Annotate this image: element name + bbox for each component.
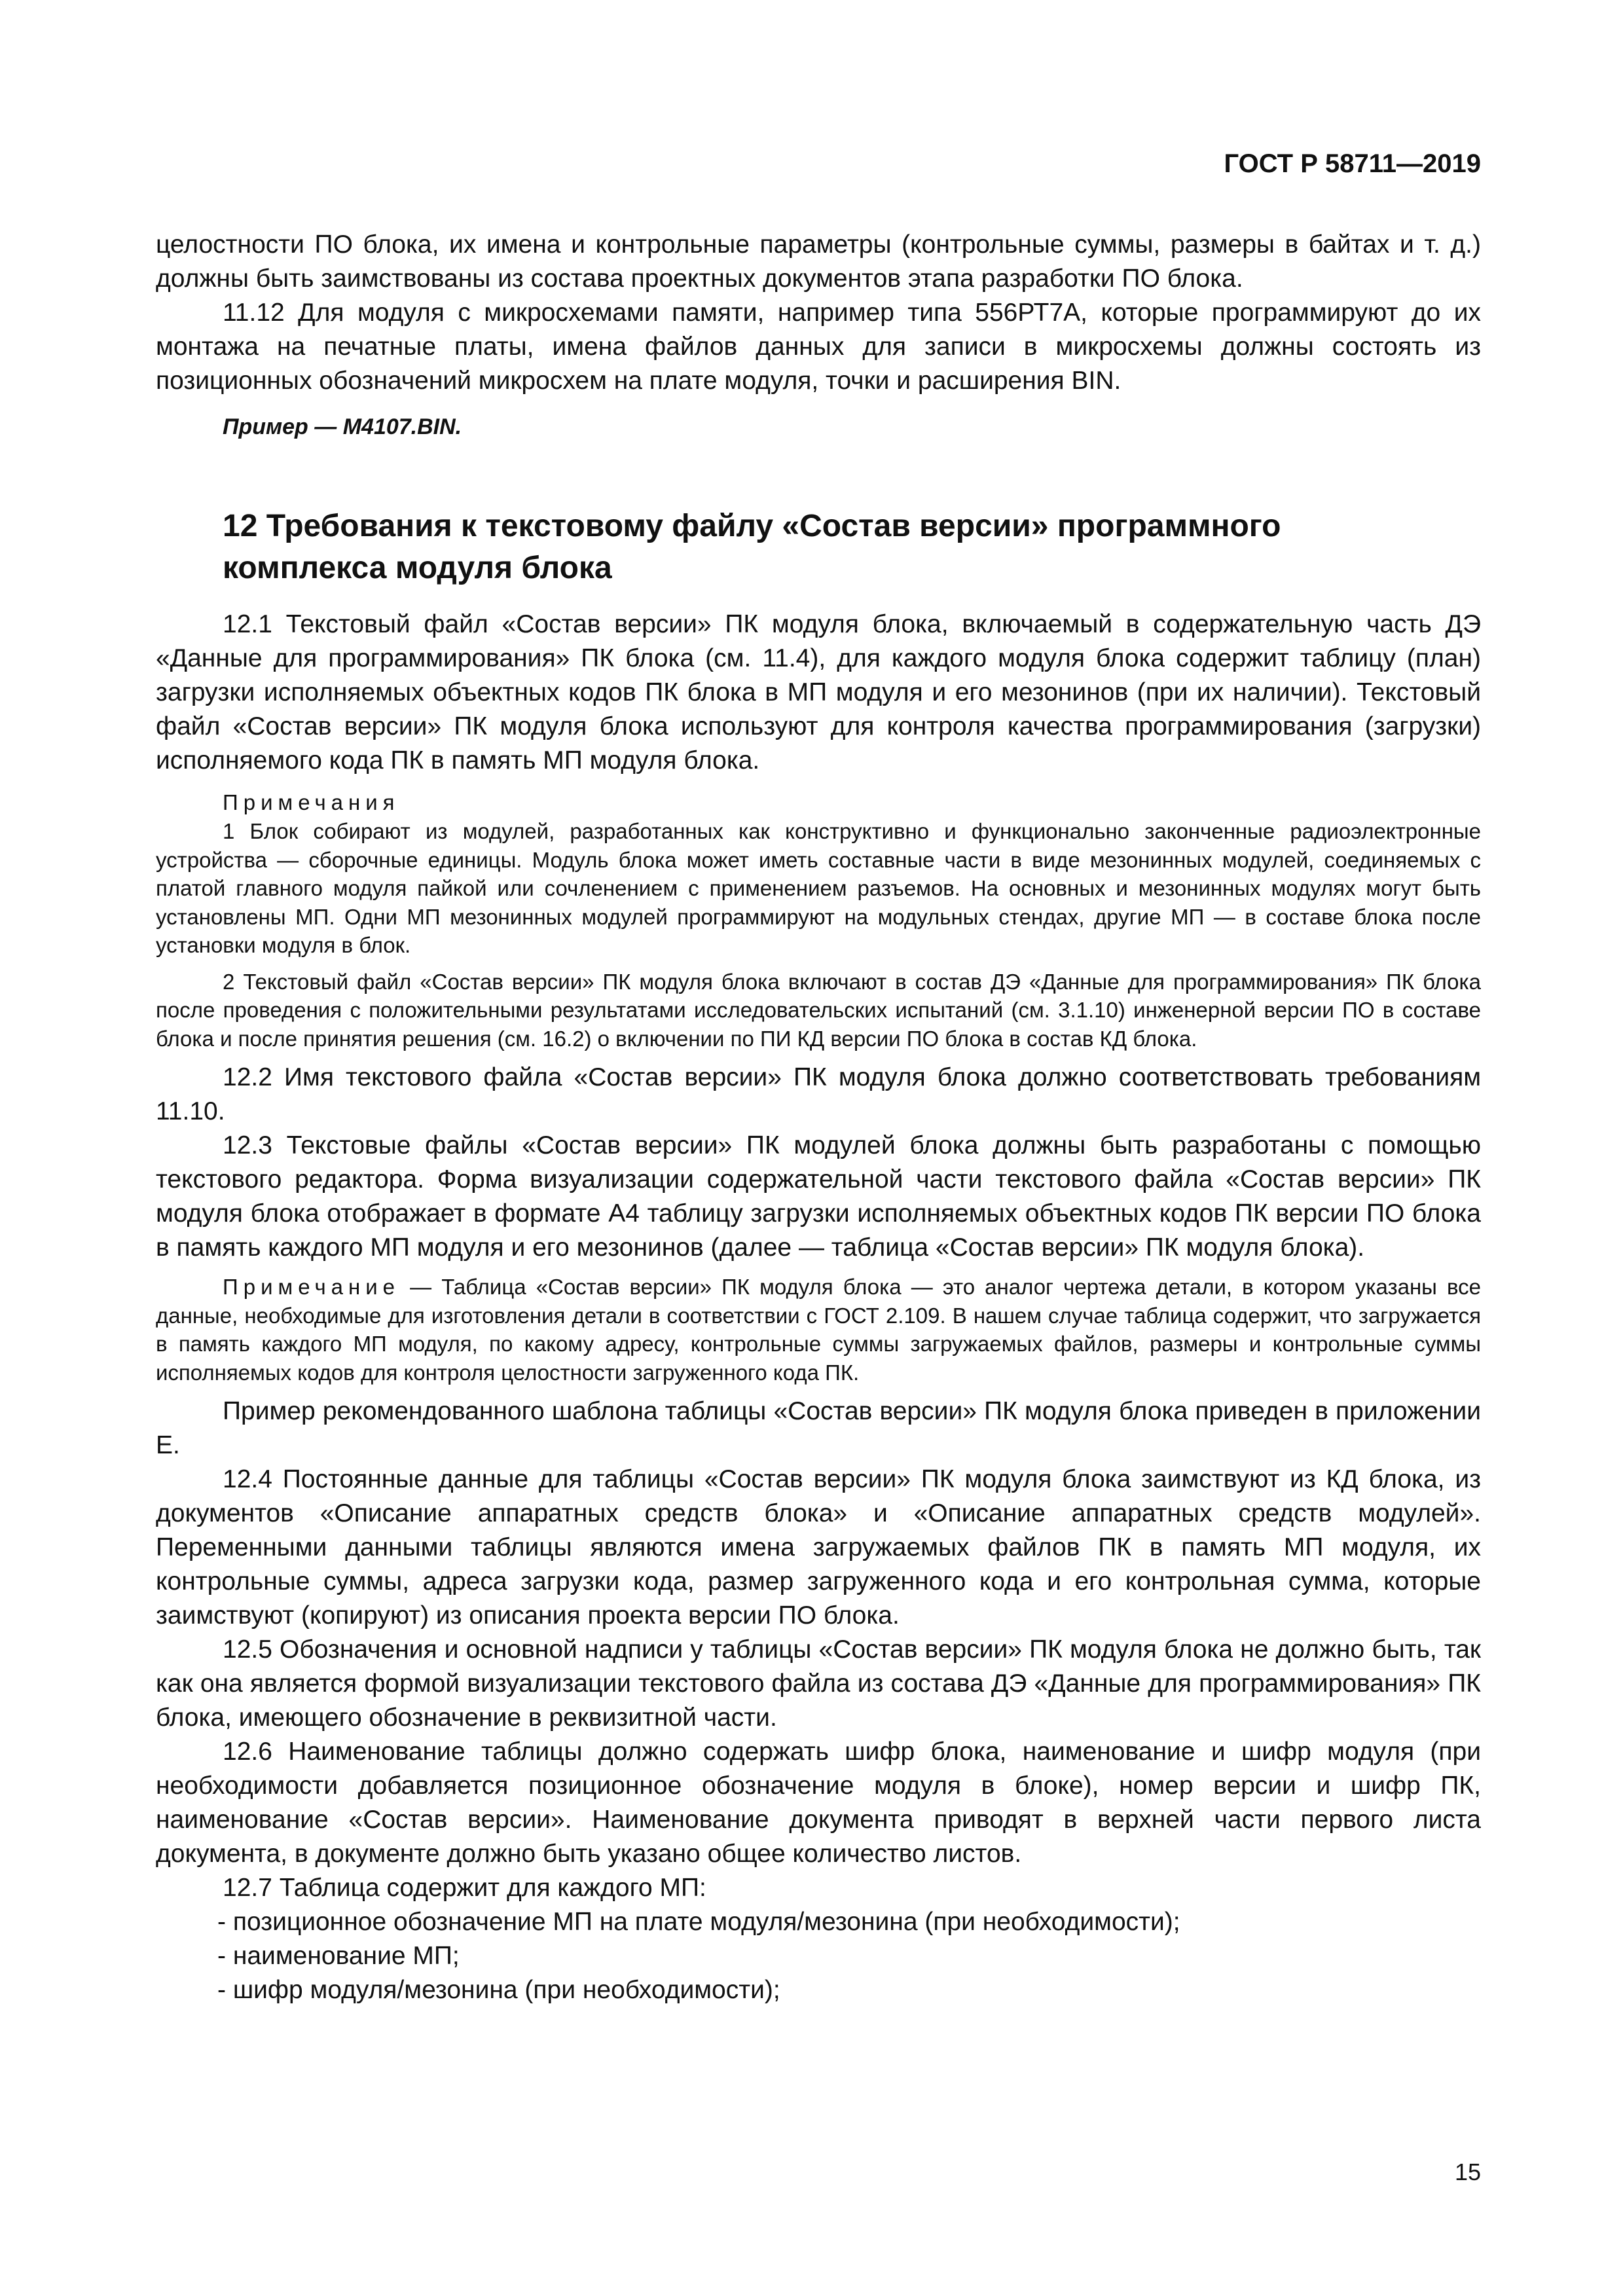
list-item: - шифр модуля/мезонина (при необходимости); [217, 1976, 780, 2004]
continuation-paragraph: целостности ПО блока, их имена и контрольные параметры (контрольные суммы, размеры в байтах и т. д.) должны быть заимствованы из состава проектных документов этапа разработки ПО блока. [156, 230, 1481, 293]
document-id-header: ГОСТ Р 58711—2019 [1224, 149, 1481, 178]
note-single-text: — Таблица «Состав версии» ПК модуля блока — это аналог чертежа детали, в котором указаны все данные, необходимые для изготовления детали в соответствии с ГОСТ 2.109. В нашем случае таблица содержит, что загружается в память каждого МП модуля, по какому адресу, контрольные суммы загружаемых файлов, размеры и контрольные суммы исполняемых кодов для контроля целостности загруженного кода ПК. [156, 1275, 1481, 1385]
list-item: - наименование МП; [217, 1942, 460, 1970]
note-2: 2 Текстовый файл «Состав версии» ПК модуля блока включают в состав ДЭ «Данные для программирования» ПК блока после проведения с положительными результатами исследовательских испытаний (см. 3.1.10) инженерной версии ПО в составе блока и после принятия решения (см. 16.2) о включении по ПИ КД версии ПО блока в состав КД блока. [156, 969, 1481, 1051]
paragraph-12-2: 12.2 Имя текстового файла «Состав версии» ПК модуля блока должно соответствовать требованиям 11.10. [156, 1063, 1481, 1125]
list-item: - позиционное обозначение МП на плате модуля/мезонина (при необходимости); [217, 1908, 1180, 1936]
notes-title: Примечания [223, 790, 400, 814]
note-single [156, 1273, 1481, 1387]
paragraph-12-4: 12.4 Постоянные данные для таблицы «Состав версии» ПК модуля блока заимствуют из КД блока, из документов «Описание аппаратных средств блока» и «Описание аппаратных средств модулей». Переменными данными таблицы являются имена загружаемых файлов ПК в память МП модуля, их контрольные суммы, адреса загрузки кода, размер загруженного кода и его контрольная сумма, которые заимствуют (копируют) из описания проекта версии ПО блока. [156, 1465, 1481, 1630]
page-number: 15 [1454, 2159, 1481, 2185]
example-text: Пример — M4107.BIN. [223, 414, 462, 439]
paragraph-12-7: 12.7 Таблица содержит для каждого МП: [223, 1874, 706, 1902]
section-heading-line-1: 12 Требования к текстовому файлу «Состав версии» программного [223, 509, 1281, 543]
paragraph-12-1: 12.1 Текстовый файл «Состав версии» ПК модуля блока, включаемый в содержательную часть ДЭ «Данные для программирования» ПК блока (см. 11.4), для каждого модуля блока содержит таблицу (план) загрузки исполняемых объектных кодов ПК блока в МП модуля и его мезонинов (при их наличии). Текстовый файл «Состав версии» ПК модуля блока используют для контроля качества программирования (загрузки) исполняемого кода ПК в память МП модуля блока. [156, 610, 1481, 774]
paragraph-template-example: Пример рекомендованного шаблона таблицы «Состав версии» ПК модуля блока приведен в приложении Е. [156, 1397, 1481, 1459]
note-single-label: Примечание [223, 1275, 401, 1299]
requirements-list [156, 1905, 1481, 2007]
section-heading [156, 505, 1481, 589]
paragraph-12-6: 12.6 Наименование таблицы должно содержать шифр блока, наименование и шифр модуля (при необходимости добавляется позиционное обозначение модуля в блоке), номер версии и шифр ПК, наименование «Состав версии». Наименование документа приводят в верхней части первого листа документа, в документе должно быть указано общее количество листов. [156, 1738, 1481, 1868]
page-content [156, 228, 1481, 2007]
paragraph-12-3: 12.3 Текстовые файлы «Состав версии» ПК модулей блока должны быть разработаны с помощью текстового редактора. Форма визуализации содержательной части текстового файла «Состав версии» ПК модуля блока отображает в формате А4 таблицу загрузки исполняемых объектных кодов ПК версии ПО блока в память каждого МП модуля и его мезонинов (далее — таблица «Состав версии» ПК модуля блока). [156, 1131, 1481, 1262]
paragraph-11-12: 11.12 Для модуля с микросхемами памяти, например типа 556РТ7А, которые программируют до их монтажа на печатные платы, имена файлов данных для записи в микросхемы должны состоять из позиционных обозначений микросхем на плате модуля, точки и расширения BIN. [156, 299, 1481, 395]
note-1: 1 Блок собирают из модулей, разработанных как конструктивно и функционально законченные радиоэлектронные устройства — сборочные единицы. Модуль блока может иметь составные части в виде мезонинных модулей, соединяемых с платой главного модуля пайкой или сочленением с применением разъемов. На основных и мезонинных модулях могут быть установлены МП. Одни МП мезонинных модулей программируют на модульных стендах, другие МП — в составе блока после установки модуля в блок. [156, 819, 1481, 957]
section-heading-line-2: комплекса модуля блока [223, 551, 612, 585]
paragraph-12-5: 12.5 Обозначения и основной надписи у таблицы «Состав версии» ПК модуля блока не должно быть, так как она является формой визуализации текстового файла из состава ДЭ «Данные для программирования» ПК блока, имеющего обозначение в реквизитной части. [156, 1635, 1481, 1732]
